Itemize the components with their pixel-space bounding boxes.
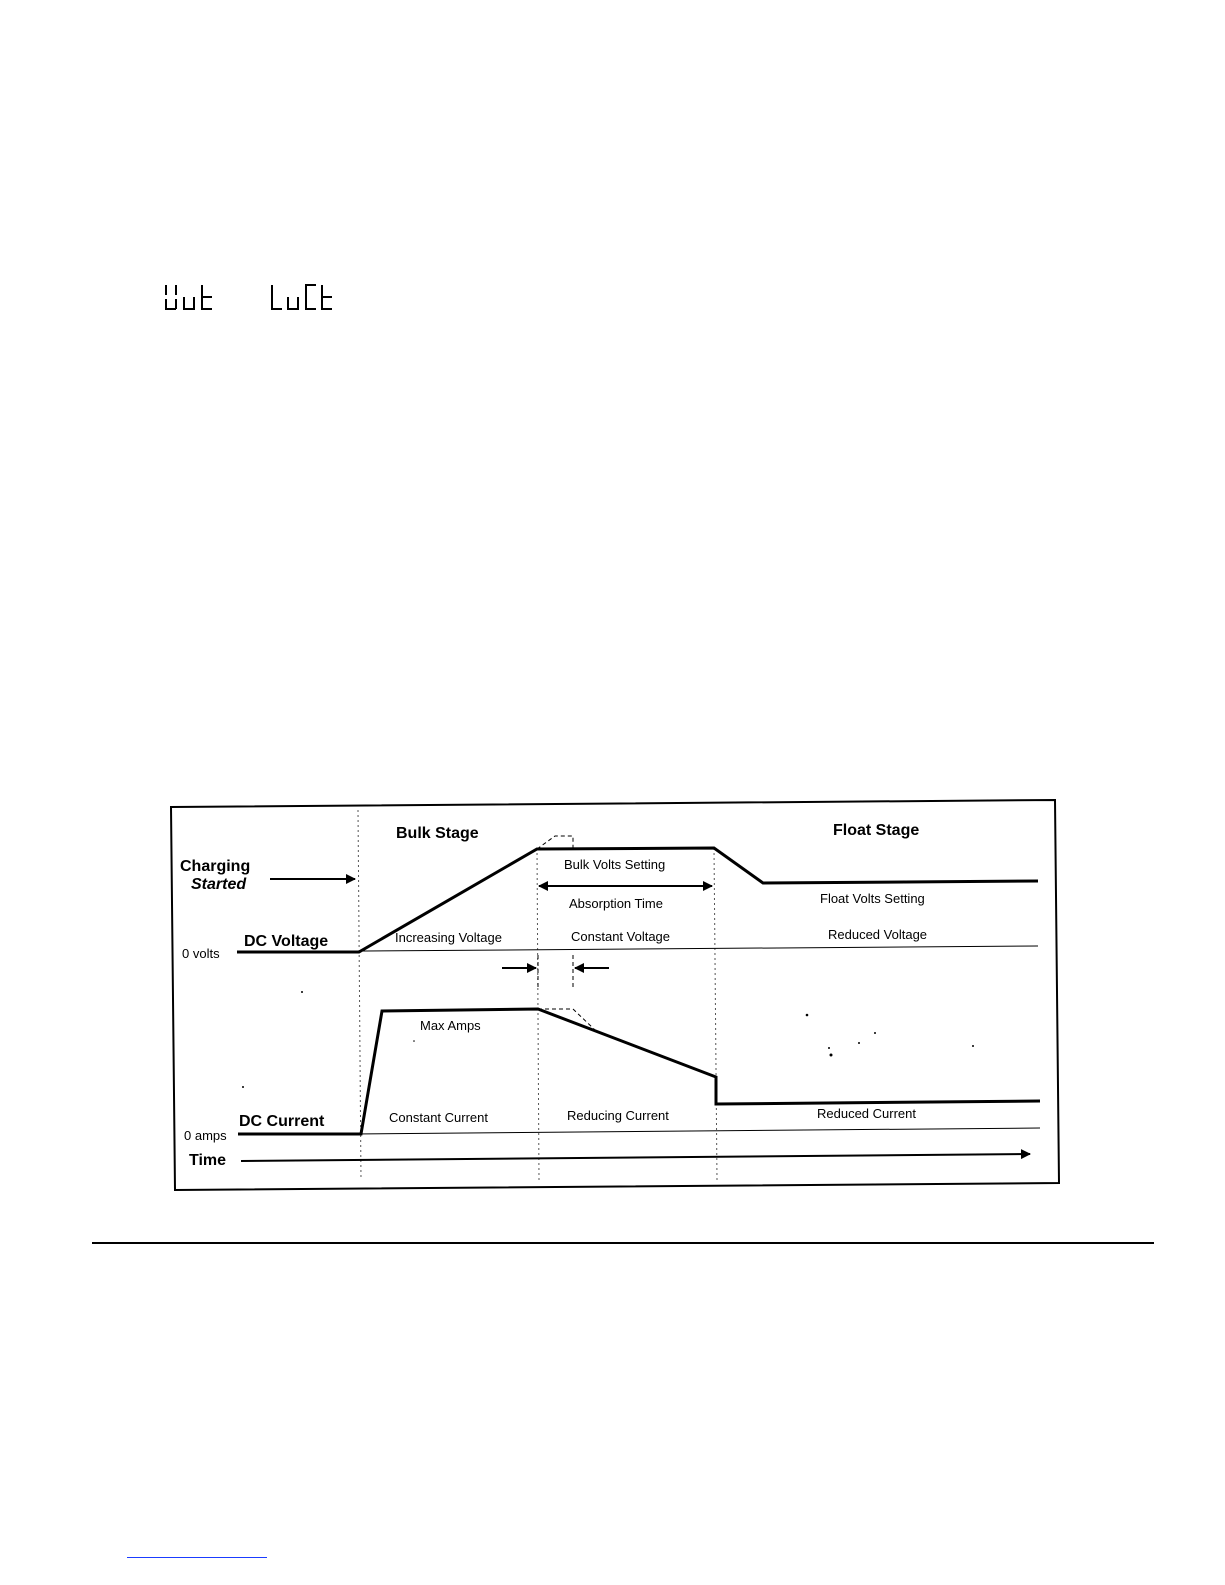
- charging-label: Charging: [180, 858, 251, 875]
- time-label: Time: [189, 1152, 227, 1169]
- divider-float-start: [714, 848, 717, 1180]
- footnote-rule: [127, 1557, 267, 1558]
- voltage-overshoot-dashed: [537, 836, 573, 849]
- started-label: Started: [191, 876, 247, 893]
- absorption-time-label: Absorption Time: [569, 896, 663, 911]
- divider-absorption-start: [537, 848, 539, 1180]
- reduced-current-label: Reduced Current: [817, 1106, 916, 1121]
- constant-voltage-label: Constant Voltage: [571, 929, 671, 944]
- increasing-voltage-label: Increasing Voltage: [395, 930, 502, 945]
- divider-bulk-start: [358, 810, 361, 1180]
- max-amps-label: Max Amps: [420, 1018, 481, 1033]
- bulk-stage-title: Bulk Stage: [396, 825, 479, 842]
- dc-current-label: DC Current: [239, 1113, 325, 1130]
- float-stage-title: Float Stage: [833, 822, 920, 839]
- bulk-volts-setting-label: Bulk Volts Setting: [564, 857, 666, 872]
- zero-amps-label: 0 amps: [184, 1128, 227, 1143]
- dc-voltage-label: DC Voltage: [244, 933, 329, 950]
- float-volts-setting-label: Float Volts Setting: [820, 891, 925, 906]
- scan-speckles: [242, 991, 974, 1088]
- reduced-voltage-label: Reduced Voltage: [828, 927, 928, 942]
- time-arrow: [241, 1154, 1030, 1161]
- zero-volts-label: 0 volts: [182, 946, 220, 961]
- reducing-current-label: Reducing Current: [567, 1108, 669, 1123]
- horizontal-rule: [92, 1242, 1154, 1244]
- constant-current-label: Constant Current: [389, 1110, 488, 1125]
